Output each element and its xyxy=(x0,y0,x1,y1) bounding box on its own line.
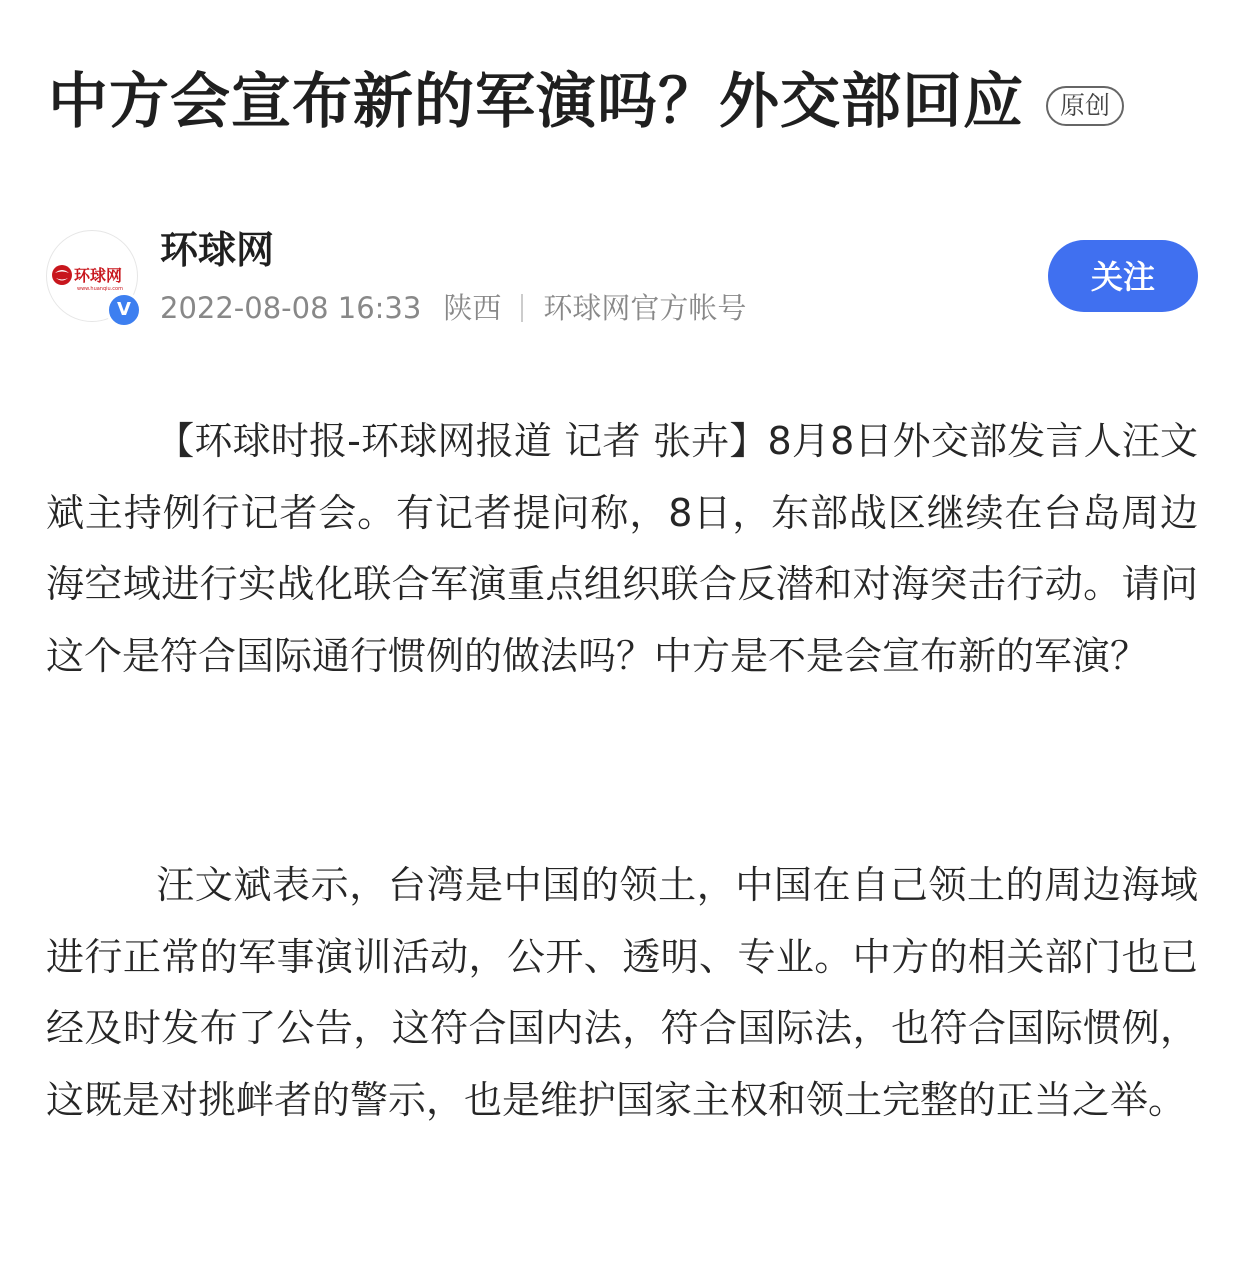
avatar-logo-sub: www.huanqiu.com xyxy=(77,286,123,292)
avatar-logo-text: 环球网 xyxy=(74,266,123,285)
verified-v-icon: V xyxy=(106,292,142,328)
article-paragraph: 汪文斌表示，台湾是中国的领土，中国在自己领土的周边海域进行正常的军事演训活动，公开、透明、专业。中方的相关部门也已经及时发布了公告，这符合国内法，符合国际法，也符合国际惯例，这既是对挑衅者的警示，也是维护国家主权和领土完整的正当之举。 xyxy=(46,863,1198,1122)
follow-button[interactable]: 关注 xyxy=(1048,240,1198,312)
original-badge: 原创 xyxy=(1046,86,1124,126)
publish-location: 陕西 xyxy=(443,291,502,325)
author-name[interactable]: 环球网 xyxy=(160,228,275,272)
author-meta xyxy=(160,288,746,328)
article-title: 中方会宣布新的军演吗？外交部回应 xyxy=(48,67,1024,137)
meta-divider xyxy=(521,294,523,322)
article-paragraph: 【环球时报-环球网报道 记者 张卉】8月8日外交部发言人汪文斌主持例行记者会。有记者提问称，8日，东部战区继续在台岛周边海空域进行实战化联合军演重点组织联合反潜和对海突击行动。请问这个是符合国际通行惯例的做法吗？中方是不是会宣布新的军演？ xyxy=(46,419,1198,678)
account-type: 环球网官方帐号 xyxy=(543,291,747,325)
publish-date: 2022-08-08 16:33 xyxy=(160,291,422,325)
article-header xyxy=(48,62,1208,142)
author-info xyxy=(46,226,1198,326)
huanqiu-logo-icon xyxy=(47,259,138,295)
